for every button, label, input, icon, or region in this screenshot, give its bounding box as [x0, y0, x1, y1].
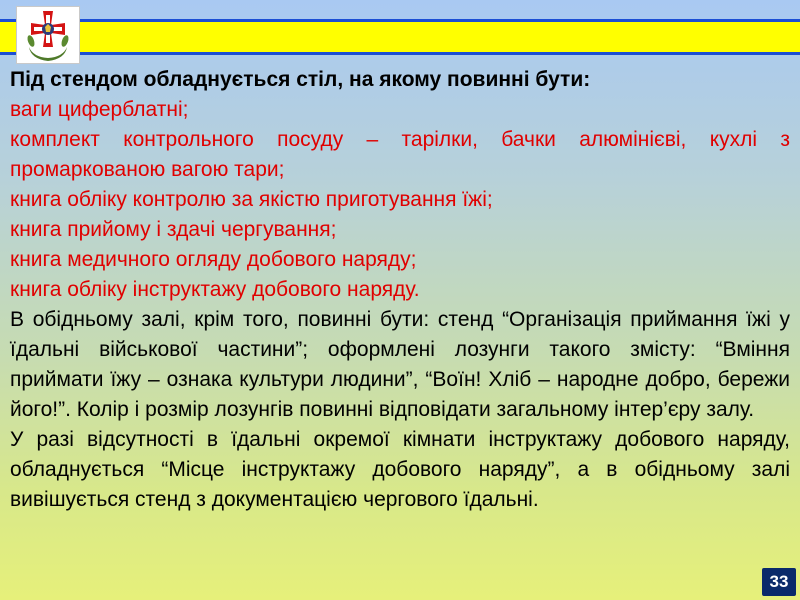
- main-content: [10, 65, 790, 515]
- emblem: [16, 6, 80, 64]
- list-item: ваги циферблатні;: [10, 98, 189, 121]
- page-number-badge: 33: [762, 568, 796, 596]
- list-item: книга прийому і здачі чергування;: [10, 218, 337, 241]
- list-item: книга обліку контролю за якістю приготування їжі;: [10, 188, 493, 211]
- paragraph-briefing-place: У разі відсутності в їдальні окремої кімнати інструктажу добового наряду, обладнується “Місце інструктажу добового наряду”, а в обідньому залі вивішується стенд з документацією чергового їдальні.: [10, 428, 790, 511]
- header-bar: [0, 19, 800, 55]
- lead-text: Під стендом обладнується стіл, на якому повинні бути:: [10, 68, 591, 91]
- list-item: книга медичного огляду добового наряду;: [10, 248, 417, 271]
- list-item: книга обліку інструктажу добового наряду.: [10, 278, 420, 301]
- military-cross-emblem-icon: [17, 7, 79, 63]
- list-item: комплект контрольного посуду – тарілки, бачки алюмінієві, кухлі з промаркованою вагою тари;: [10, 128, 790, 181]
- paragraph-dining-hall: В обідньому залі, крім того, повинні бути: стенд “Організація приймання їжі у їдальні військової частини”; оформлені лозунги такого змісту: “Вміння приймати їжу – ознака культури людини”, “Воїн! Хліб – народне добро, бережи його!”. Колір і розмір лозунгів повинні відповідати загальному інтер’єру залу.: [10, 308, 790, 421]
